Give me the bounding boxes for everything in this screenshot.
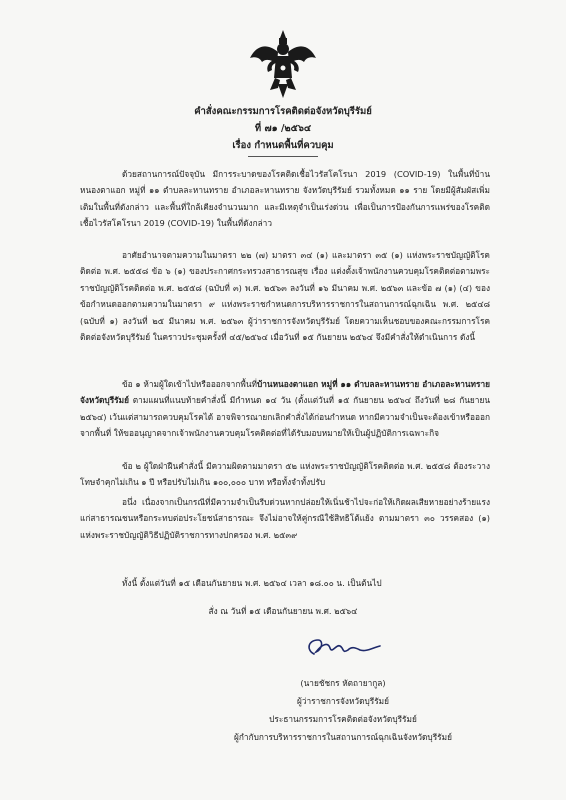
signatory-title-committee: ประธานกรรมการโรคติดต่อจังหวัดบุรีรัมย์ xyxy=(269,714,417,724)
given-date: สั่ง ณ วันที่ ๑๕ เดือนกันยายน พ.ศ. ๒๕๖๔ xyxy=(208,606,358,616)
paragraph-authority: อาศัยอำนาจตามความในมาตรา ๒๒ (๗) มาตรา ๓๔ (๑) และมาตรา ๓๕ (๑) แห่งพระราชบัญญัติโรคติดต่อ พ.ศ. ๒๕๕๘ ข้อ ๖ (๑) ของประกาศกระทรวงสาธารณสุข เรื่อง แต่งตั้งเจ้าพนักงานควบคุมโรคติดต่อตามพระราชบัญญัติโรคติดต่อ พ.ศ. ๒๕๕๘ (ฉบับที่ ๓) พ.ศ. ๒๕๖๓ ลงวันที่ ๑๖ มีนาคม พ.ศ. ๒๕๖๓ และข้อ ๗ (๑) (๔) ของข้อกำหนดออกตามความในมาตรา ๙ แห่งพระราชกำหนดการบริหารราชการในสถานการณ์ฉุกเฉิน พ.ศ. ๒๕๔๘ (ฉบับที่ ๑) ลงวันที่ ๒๕ มีนาคม พ.ศ. ๒๕๖๓ ผู้ว่าราชการจังหวัดบุรีรัมย์ โดยความเห็นชอบของคณะกรรมการโรคติดต่อจังหวัดบุรีรัมย์ ในคราวประชุมครั้งที่ ๔๕/๒๕๖๔ เมื่อวันที่ ๑๕ กันยายน ๒๕๖๔ จึงมีคำสั่งให้ดำเนินการ ดังนี้ xyxy=(80,250,490,343)
signatory-name: (นายชัชกร หัตถายากูล) xyxy=(300,678,386,688)
clause-1-area: บ้านหนองตาแอก หมู่ที่ ๑๑ ตำบลละหานทราย อำเภอละหานทราย จังหวัดบุรีรัมย์ xyxy=(80,379,490,406)
title-divider xyxy=(248,156,318,157)
paragraph-background: ด้วยสถานการณ์ปัจจุบัน มีการระบาดของโรคติดเชื้อไวรัสโคโรนา 2019 (COVID-19) ในพื้นที่บ้านหนองตาแอก หมู่ที่ ๑๑ ตำบลละหานทราย อำเภอละหานทราย จังหวัดบุรีรัมย์ รวมทั้งหมด ๑๑ ราย โดยมีผู้สัมผัสเพิ่มเติมในพื้นที่ดังกล่าว และพื้นที่ใกล้เคียงจำนวนมาก และมีเหตุจำเป็นเร่งด่วน เพื่อเป็นการป้องกันการแพร่ของโรคติดเชื้อไวรัสโคโรนา 2019 (COVID-19) ในพื้นที่ดังกล่าว xyxy=(80,169,490,229)
clause-1-lead: ข้อ ๑ ห้ามผู้ใดเข้าไปหรือออกจากพื้นที่ xyxy=(122,379,257,389)
order-subject: เรื่อง กำหนดพื้นที่ควบคุม xyxy=(232,140,334,151)
signatory-title-governor: ผู้ว่าราชการจังหวัดบุรีรัมย์ xyxy=(296,696,389,706)
paragraph-clause-1 xyxy=(80,376,490,442)
clause-1-rest: ตามแผนที่แนบท้ายคำสั่งนี้ มีกำหนด ๑๔ วัน (ตั้งแต่วันที่ ๑๕ กันยายน ๒๕๖๔ ถึงวันที่ ๒๘ กันยายน ๒๕๖๔) เว้นแต่สามารถควบคุมโรคได้ อาจพิจารณายกเลิกคำสั่งได้ก่อนกำหนด หากมีความจำเป็นจะต้องเข้าหรือออกจากพื้นที่ ให้ขออนุญาตจากเจ้าพนักงานควบคุมโรคติดต่อที่ได้รับมอบหมายให้เป็นผู้ปฏิบัติการเฉพาะกิจ xyxy=(80,395,490,439)
order-title: คำสั่งคณะกรรมการโรคติดต่อจังหวัดบุรีรัมย์ xyxy=(194,106,372,117)
order-number: ที่ ๗๑ /๒๕๖๔ xyxy=(254,123,312,134)
handwritten-signature xyxy=(300,628,390,666)
paragraph-clause-2: ข้อ ๒ ผู้ใดฝ่าฝืนคำสั่งนี้ มีความผิดตามมาตรา ๕๒ แห่งพระราชบัญญัติโรคติดต่อ พ.ศ. ๒๕๕๘ ต้องระวางโทษจำคุกไม่เกิน ๑ ปี หรือปรับไม่เกิน ๑๐๐,๐๐๐ บาท หรือทั้งจำทั้งปรับ xyxy=(80,461,490,488)
effective-date: ทั้งนี้ ตั้งแต่วันที่ ๑๕ เดือนกันยายน พ.ศ. ๒๕๖๔ เวลา ๑๘.๐๐ น. เป็นต้นไป xyxy=(122,578,382,588)
garuda-emblem-icon xyxy=(248,28,318,100)
signatory-title-emergency: ผู้กำกับการบริหารราชการในสถานการณ์ฉุกเฉินจังหวัดบุรีรัมย์ xyxy=(234,732,452,742)
paragraph-note: อนึ่ง เนื่องจากเป็นกรณีที่มีความจำเป็นรีบด่วนหากปล่อยให้เนิ่นช้าไปจะก่อให้เกิดผลเสียหายอย่างร้ายแรงแก่สาธารณชนหรือกระทบต่อประโยชน์สาธารณะ จึงไม่อาจให้คู่กรณีใช้สิทธิโต้แย้ง ตามมาตรา ๓๐ วรรคสอง (๑) แห่งพระราชบัญญัติวิธีปฏิบัติราชการทางปกครอง พ.ศ. ๒๕๓๙ xyxy=(80,497,490,540)
